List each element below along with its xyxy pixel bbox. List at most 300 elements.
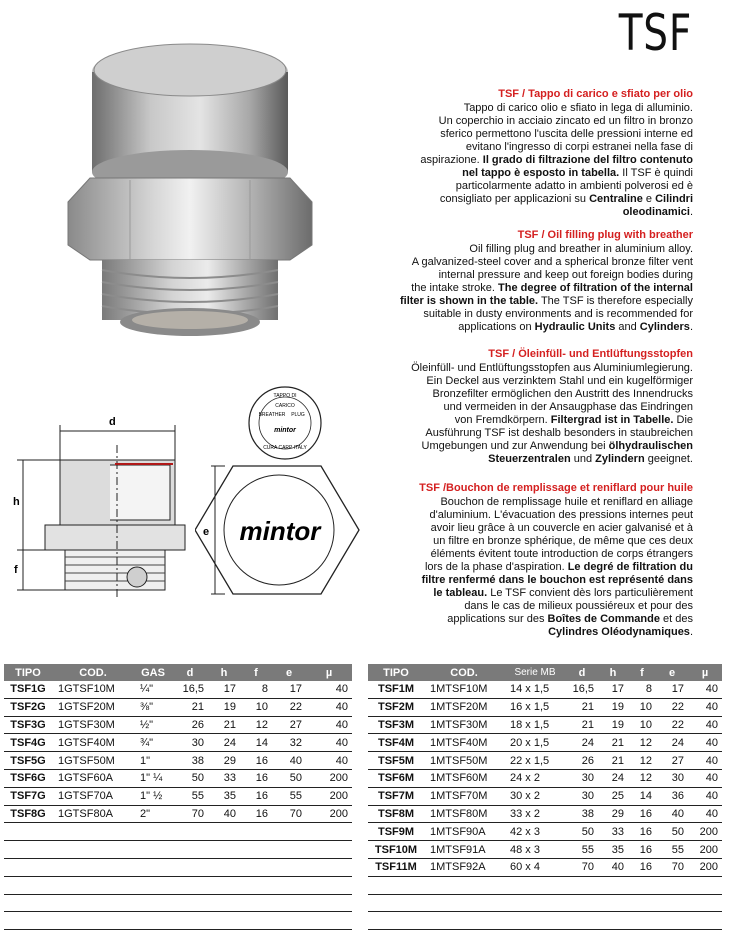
stamp — [245, 383, 325, 463]
stamp-line-1: TAPPO DI — [273, 393, 297, 399]
table-cell — [240, 894, 272, 912]
text-segment: lors de la phase d'aspiration. — [424, 561, 568, 573]
table-cell — [172, 894, 208, 912]
table-cell: 1GTSF70A — [52, 787, 134, 805]
table-cell: 8 — [628, 681, 656, 698]
table-cell — [504, 912, 566, 930]
table-cell: 29 — [598, 805, 628, 823]
table-cell — [208, 876, 240, 894]
text-line — [368, 414, 693, 427]
table-cell: 200 — [688, 858, 722, 876]
text-segment: Il grado di filtrazione del filtro contenuto — [482, 154, 693, 166]
table-cell: 40 — [306, 752, 352, 770]
column-header: µ — [306, 664, 352, 681]
table-cell: 16 — [240, 787, 272, 805]
table-cell — [4, 841, 52, 859]
table-cell: 38 — [172, 752, 208, 770]
table-row — [4, 858, 352, 876]
table-cell: 16 — [240, 769, 272, 787]
table-cell: 24 — [208, 734, 240, 752]
text-segment: The degree of filtration of the internal — [498, 282, 693, 294]
table-cell: 16 — [628, 805, 656, 823]
table-cell: 40 — [598, 858, 628, 876]
text-segment: Bronzefilter ermöglichen den Austritt des Innendrucks — [432, 388, 693, 400]
table-cell: 22 — [656, 716, 688, 734]
table-cell: 42 x 3 — [504, 823, 566, 841]
table-cell: 14 — [240, 734, 272, 752]
table-row — [4, 894, 352, 912]
table-cell: TSF7M — [368, 787, 424, 805]
table-row — [4, 734, 352, 752]
text-line — [368, 167, 693, 180]
table-cell: 40 — [688, 805, 722, 823]
text-segment: aspirazione. — [420, 154, 483, 166]
text-segment: von Fremdkörpern. — [454, 414, 551, 426]
table-cell: 1MTSF90A — [424, 823, 504, 841]
table-cell: 16 — [628, 823, 656, 841]
text-line — [368, 180, 693, 193]
table-cell: 16 x 1,5 — [504, 698, 566, 716]
text-segment: A galvanized-steel cover and a spherical bronze filter vent — [411, 256, 693, 268]
table-cell — [688, 876, 722, 894]
text-line — [368, 626, 693, 639]
table-cell: 33 — [598, 823, 628, 841]
table-cell: 24 — [598, 769, 628, 787]
table-cell: 1GTSF50M — [52, 752, 134, 770]
text-line — [368, 535, 693, 548]
text-segment: un filtre en bronze sphérique, de même que ces deux — [433, 535, 693, 547]
table-row — [368, 681, 722, 698]
table-cell — [368, 876, 424, 894]
table-cell — [208, 894, 240, 912]
text-segment: Oil filling plug and breather in aluminium alloy. — [469, 243, 693, 255]
table-cell: 200 — [306, 805, 352, 823]
text-segment: particolarmente adatto in ambienti polverosi ed è — [455, 180, 693, 192]
table-cell — [688, 894, 722, 912]
table-cell: TSF6M — [368, 769, 424, 787]
table-cell: 40 — [688, 734, 722, 752]
table-cell: 2" — [134, 805, 172, 823]
table-cell: 40 — [688, 769, 722, 787]
table-cell: TSF2M — [368, 698, 424, 716]
text-segment: Filtergrad ist in Tabelle. — [550, 414, 674, 426]
table-cell — [240, 823, 272, 841]
section-heading: TSF /Bouchon de remplissage et reniflard pour huile — [419, 482, 693, 494]
table-cell — [688, 912, 722, 930]
table-cell: 50 — [656, 823, 688, 841]
table-cell: 70 — [272, 805, 306, 823]
dim-d-label: d — [109, 416, 116, 428]
table-cell — [208, 823, 240, 841]
table-cell: 27 — [272, 716, 306, 734]
table-cell: TSF8G — [4, 805, 52, 823]
text-line — [368, 587, 693, 600]
table-cell: 1MTSF10M — [424, 681, 504, 698]
text-line — [368, 427, 693, 440]
column-header: h — [208, 664, 240, 681]
table-cell — [134, 858, 172, 876]
table-cell: 70 — [566, 858, 598, 876]
table-cell: 8 — [240, 681, 272, 698]
table-cell: 22 — [272, 698, 306, 716]
table-cell: 1MTSF70M — [424, 787, 504, 805]
text-segment: Centraline — [589, 193, 643, 205]
text-segment: evitano l'ingresso di corpi estranei nella fase di — [465, 141, 693, 153]
table-cell: 1GTSF30M — [52, 716, 134, 734]
text-segment: Umgebungen und zur Anwendung bei — [421, 440, 609, 452]
table-cell — [566, 912, 598, 930]
table-cell: TSF4G — [4, 734, 52, 752]
table-cell: 18 x 1,5 — [504, 716, 566, 734]
table-cell — [306, 823, 352, 841]
table-cell: 200 — [688, 841, 722, 859]
table-cell: 21 — [208, 716, 240, 734]
section-heading: TSF / Tappo di carico e sfiato per olio — [498, 88, 693, 100]
text-line — [368, 561, 693, 574]
text-line — [368, 496, 693, 509]
table-cell — [598, 912, 628, 930]
table-cell: 40 — [272, 752, 306, 770]
table-row — [4, 716, 352, 734]
table-cell: 16,5 — [172, 681, 208, 698]
table-cell: 50 — [566, 823, 598, 841]
table-cell — [628, 876, 656, 894]
section-drawing — [5, 405, 220, 610]
table-row — [368, 769, 722, 787]
column-header: f — [628, 664, 656, 681]
text-segment: consigliato per applicazioni su — [439, 193, 590, 205]
column-header: f — [240, 664, 272, 681]
table-row — [4, 823, 352, 841]
column-header: e — [272, 664, 306, 681]
dim-e-label: e — [203, 526, 210, 538]
table-cell — [52, 823, 134, 841]
column-header: µ — [688, 664, 722, 681]
hex-top-view — [195, 458, 365, 608]
table-cell: 50 — [172, 769, 208, 787]
table-cell — [4, 894, 52, 912]
table-cell: TSF2G — [4, 698, 52, 716]
table-cell: 14 x 1,5 — [504, 681, 566, 698]
table-cell: 50 — [272, 769, 306, 787]
table-cell — [368, 894, 424, 912]
table-cell: 1" — [134, 752, 172, 770]
table-cell — [504, 876, 566, 894]
text-line — [368, 141, 693, 154]
table-cell: 35 — [208, 787, 240, 805]
table-cell — [52, 894, 134, 912]
table-cell — [4, 912, 52, 930]
table-cell: 70 — [656, 858, 688, 876]
table-cell: 21 — [598, 752, 628, 770]
table-cell — [424, 912, 504, 930]
table-cell — [52, 876, 134, 894]
table-cell: 21 — [172, 698, 208, 716]
text-segment: e — [642, 193, 656, 205]
table-cell: 25 — [598, 787, 628, 805]
table-cell: 26 — [566, 752, 598, 770]
text-segment: the intake stroke. — [411, 282, 499, 294]
text-line — [368, 548, 693, 561]
text-segment: Tappo di carico olio e sfiato in lega di alluminio. — [463, 102, 693, 114]
text-line — [368, 102, 693, 115]
table-cell — [134, 841, 172, 859]
description-block — [368, 482, 693, 639]
table-cell: 33 x 2 — [504, 805, 566, 823]
table-cell: ½" — [134, 716, 172, 734]
text-segment: Zylindern — [595, 453, 645, 465]
table-cell: TSF7G — [4, 787, 52, 805]
table-cell — [172, 876, 208, 894]
text-line — [368, 600, 693, 613]
table-row — [4, 912, 352, 930]
table-cell — [306, 858, 352, 876]
table-cell: 36 — [656, 787, 688, 805]
table-cell — [272, 912, 306, 930]
table-cell: 55 — [566, 841, 598, 859]
table-cell: 40 — [688, 698, 722, 716]
table-row — [368, 841, 722, 859]
text-segment: und — [570, 453, 596, 465]
table-cell: 24 — [656, 734, 688, 752]
description-block — [368, 348, 693, 466]
table-cell — [172, 823, 208, 841]
table-row — [368, 698, 722, 716]
text-segment: Boîtes de Commande — [547, 613, 660, 625]
table-cell: 38 — [566, 805, 598, 823]
column-header: e — [656, 664, 688, 681]
table-cell — [306, 876, 352, 894]
table-row — [4, 769, 352, 787]
text-line — [368, 574, 693, 587]
text-segment: Steuerzentralen — [488, 453, 571, 465]
text-line — [368, 375, 693, 388]
text-segment: The TSF is therefore especially — [538, 295, 693, 307]
text-segment: geeignet. — [644, 453, 693, 465]
product-photo — [50, 30, 330, 370]
table-cell: TSF1M — [368, 681, 424, 698]
table-cell: 1GTSF60A — [52, 769, 134, 787]
table-cell: 10 — [240, 698, 272, 716]
column-header: Serie MB — [504, 664, 566, 681]
table-cell: TSF9M — [368, 823, 424, 841]
table-cell — [4, 876, 52, 894]
table-gas-thread — [4, 664, 352, 930]
table-cell — [272, 894, 306, 912]
text-segment: filter is shown in the table. — [399, 295, 539, 307]
text-segment: . — [689, 206, 693, 218]
table-cell: ⅜" — [134, 698, 172, 716]
table-row — [4, 681, 352, 698]
table-cell — [306, 894, 352, 912]
table-cell — [134, 894, 172, 912]
table-row — [4, 805, 352, 823]
text-line — [368, 115, 693, 128]
table-row — [368, 805, 722, 823]
text-line — [368, 321, 693, 334]
table-cell — [656, 876, 688, 894]
table-cell: 30 — [566, 769, 598, 787]
table-cell — [134, 876, 172, 894]
table-cell: 1MTSF50M — [424, 752, 504, 770]
table-cell: 19 — [598, 716, 628, 734]
table-cell: 1MTSF80M — [424, 805, 504, 823]
text-segment: Die — [673, 414, 693, 426]
table-cell — [240, 876, 272, 894]
table-cell: 55 — [272, 787, 306, 805]
table-cell: 70 — [172, 805, 208, 823]
table-row — [368, 734, 722, 752]
table-cell: ¼" — [134, 681, 172, 698]
table-cell: 22 x 1,5 — [504, 752, 566, 770]
text-segment: Cylinders — [639, 321, 690, 333]
table-cell: 30 x 2 — [504, 787, 566, 805]
table-cell — [306, 841, 352, 859]
table-cell: TSF4M — [368, 734, 424, 752]
table-cell: 24 x 2 — [504, 769, 566, 787]
text-segment: . — [689, 626, 693, 638]
table-cell: 19 — [208, 698, 240, 716]
text-segment: suitable in dusty environments and is recommended for — [423, 308, 693, 320]
text-segment: internal pressure and keep out foreign bodies during — [438, 269, 693, 281]
text-line — [368, 440, 693, 453]
table-cell: 12 — [628, 734, 656, 752]
brand-logo: mintor — [239, 516, 321, 546]
text-segment: applications sur des — [447, 613, 548, 625]
text-line — [368, 362, 693, 375]
text-segment: le tableau. — [433, 587, 488, 599]
text-line — [368, 206, 693, 219]
table-cell: 40 — [306, 681, 352, 698]
table-cell — [52, 841, 134, 859]
section-heading: TSF / Öleinfüll- und Entlüftungsstopfen — [488, 348, 693, 360]
table-cell: 16 — [240, 752, 272, 770]
text-segment: Hydraulic Units — [534, 321, 616, 333]
column-header: d — [172, 664, 208, 681]
text-line — [368, 401, 693, 414]
table-cell — [368, 912, 424, 930]
table-cell — [306, 912, 352, 930]
table-cell: 12 — [628, 752, 656, 770]
text-line — [368, 509, 693, 522]
table-cell: 1" ¼ — [134, 769, 172, 787]
text-segment: Ausführung TSF ist deshalb besonders in staubreichen — [425, 427, 693, 439]
table-cell: 16 — [628, 858, 656, 876]
table-cell: 16 — [628, 841, 656, 859]
stamp-line-4: PLUG — [291, 412, 305, 418]
table-cell: 30 — [656, 769, 688, 787]
table-cell — [240, 858, 272, 876]
text-line — [368, 308, 693, 321]
table-cell — [4, 823, 52, 841]
column-header: COD. — [424, 664, 504, 681]
table-cell — [52, 912, 134, 930]
table-cell: 1MTSF20M — [424, 698, 504, 716]
column-header: d — [566, 664, 598, 681]
table-row — [368, 858, 722, 876]
table-cell: 40 — [688, 752, 722, 770]
table-cell: 12 — [628, 769, 656, 787]
table-cell — [566, 894, 598, 912]
table-cell: ¾" — [134, 734, 172, 752]
table-cell — [208, 912, 240, 930]
table-cell: 40 — [688, 681, 722, 698]
stamp-line-3: BREATHER — [258, 412, 286, 418]
text-segment: oleodinamici — [622, 206, 690, 218]
table-cell: TSF6G — [4, 769, 52, 787]
table-cell: 33 — [208, 769, 240, 787]
text-segment: dans le cas de milieux poussiéreux et pour des — [464, 600, 693, 612]
table-cell — [172, 858, 208, 876]
table-cell: 40 — [688, 716, 722, 734]
text-segment: Öleinfüll- und Entlüftungsstopfen aus Aluminiumlegierung. — [411, 362, 693, 374]
table-row — [368, 823, 722, 841]
table-cell: 27 — [656, 752, 688, 770]
stamp-brand: mintor — [274, 427, 296, 434]
table-cell — [598, 894, 628, 912]
table-row — [368, 787, 722, 805]
table-row — [4, 841, 352, 859]
table-cell — [504, 894, 566, 912]
table-cell: 10 — [628, 716, 656, 734]
table-cell: 1GTSF40M — [52, 734, 134, 752]
text-segment: sferico permettono l'uscita delle pressioni interne ed — [440, 128, 693, 140]
text-segment: Un coperchio in acciaio zincato ed un filtro in bronzo — [438, 115, 693, 127]
table-cell: 1MTSF92A — [424, 858, 504, 876]
table-row — [368, 716, 722, 734]
table-cell: 32 — [272, 734, 306, 752]
table-cell: 200 — [306, 769, 352, 787]
table-cell: TSF10M — [368, 841, 424, 859]
table-cell — [172, 912, 208, 930]
table-cell: 29 — [208, 752, 240, 770]
table-cell: 30 — [172, 734, 208, 752]
table-cell: 16 — [240, 805, 272, 823]
table-cell: 1MTSF30M — [424, 716, 504, 734]
table-cell: TSF5G — [4, 752, 52, 770]
table-cell: 1GTSF20M — [52, 698, 134, 716]
table-cell: 35 — [598, 841, 628, 859]
text-segment: d'aluminium. L'évacuation des pressions internes peut — [429, 509, 693, 521]
table-cell: 24 — [566, 734, 598, 752]
table-cell — [272, 823, 306, 841]
table-cell — [240, 912, 272, 930]
text-line — [368, 613, 693, 626]
table-cell: 200 — [688, 823, 722, 841]
text-segment: Le TSF convient dès lors particulièrement — [487, 587, 693, 599]
table-cell — [272, 841, 306, 859]
stamp-line-2: CARICO — [275, 403, 295, 409]
text-line — [368, 154, 693, 167]
text-segment: Bouchon de remplissage huile et reniflard en alliage — [440, 496, 693, 508]
table-row — [4, 698, 352, 716]
table-cell: 55 — [172, 787, 208, 805]
column-header: TIPO — [368, 664, 424, 681]
table-cell — [172, 841, 208, 859]
text-line — [368, 243, 693, 256]
page-title: TSF — [618, 4, 692, 62]
text-line — [368, 256, 693, 269]
table-cell: 16,5 — [566, 681, 598, 698]
text-segment: Ein Deckel aus verzinktem Stahl und ein kugelförmiger — [426, 375, 693, 387]
table-cell: 40 — [306, 698, 352, 716]
table-row — [368, 876, 722, 894]
table-cell: 48 x 3 — [504, 841, 566, 859]
table-cell: 22 — [656, 698, 688, 716]
dim-f-label: f — [14, 564, 18, 576]
table-cell — [424, 894, 504, 912]
table-cell: 30 — [566, 787, 598, 805]
